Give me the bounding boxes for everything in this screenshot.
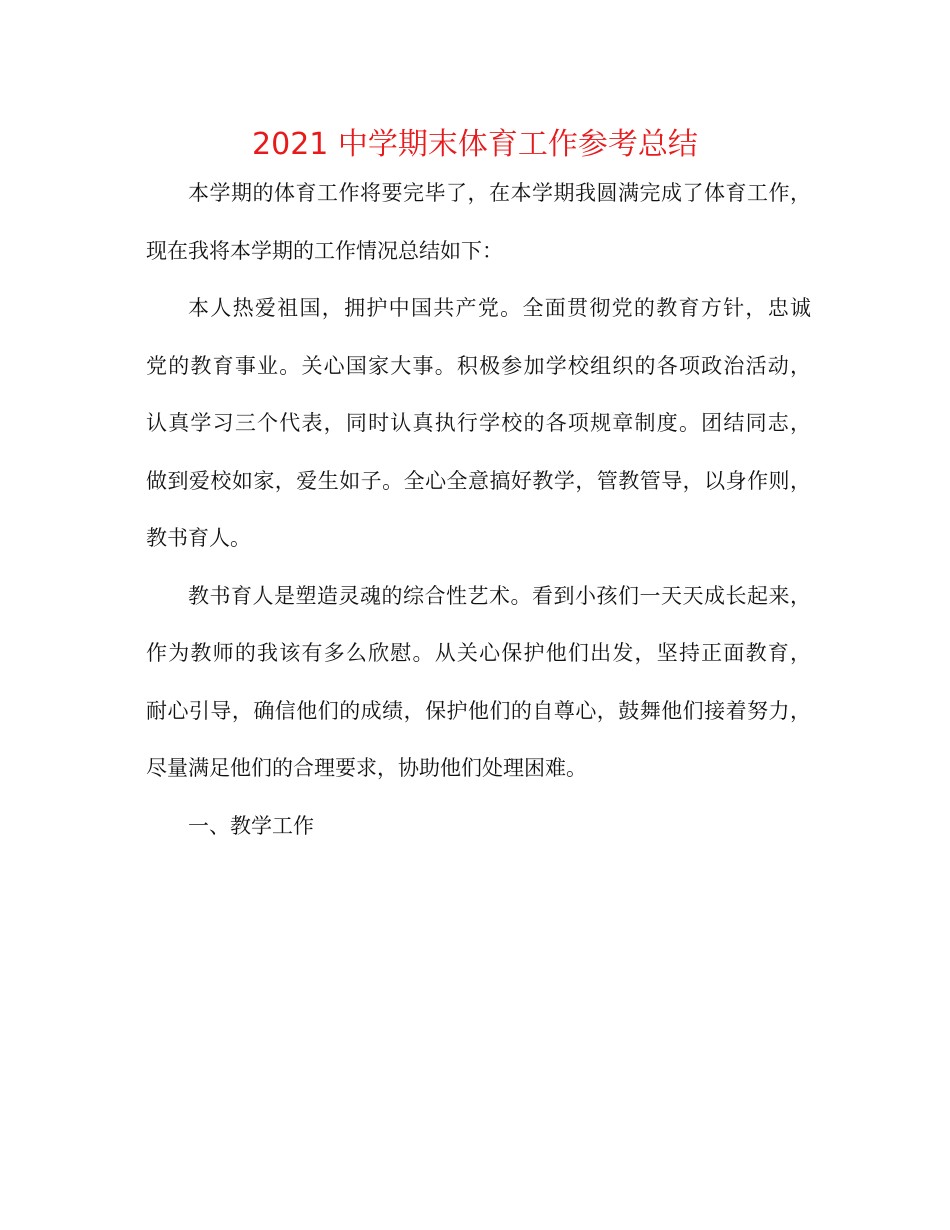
- paragraph-line: 本学期的体育工作将要完毕了，在本学期我圆满完成了体育工作，: [188, 181, 811, 205]
- paragraph-line: 本人热爱祖国，拥护中国共产党。全面贯彻党的教育方针，忠诚: [188, 296, 811, 320]
- paragraph-line: 尽量满足他们的合理要求，协助他们处理困难。: [146, 756, 587, 780]
- paragraph-line: 教书育人是塑造灵魂的综合性艺术。看到小孩们一天天成长起来，: [188, 583, 811, 608]
- paragraph-line: 认真学习三个代表，同时认真执行学校的各项规章制度。团结同志，: [146, 411, 811, 435]
- paragraph-line: 做到爱校如家，爱生如子。全心全意搞好教学，管教管导，以身作则，: [146, 468, 811, 493]
- paragraph-line: 党的教育事业。关心国家大事。积极参加学校组织的各项政治活动，: [146, 353, 811, 378]
- paragraph-line: 教书育人。: [146, 526, 251, 550]
- document-body: [146, 170, 811, 860]
- section-heading: 一、教学工作: [188, 813, 314, 838]
- paragraph-line: 耐心引导，确信他们的成绩，保护他们的自尊心，鼓舞他们接着努力，: [146, 698, 811, 723]
- paragraph-line: 作为教师的我该有多么欣慰。从关心保护他们出发，坚持正面教育，: [146, 641, 811, 665]
- document-title: 2021 中学期末体育工作参考总结: [252, 127, 698, 162]
- paragraph-line: 现在我将本学期的工作情况总结如下：: [146, 238, 503, 263]
